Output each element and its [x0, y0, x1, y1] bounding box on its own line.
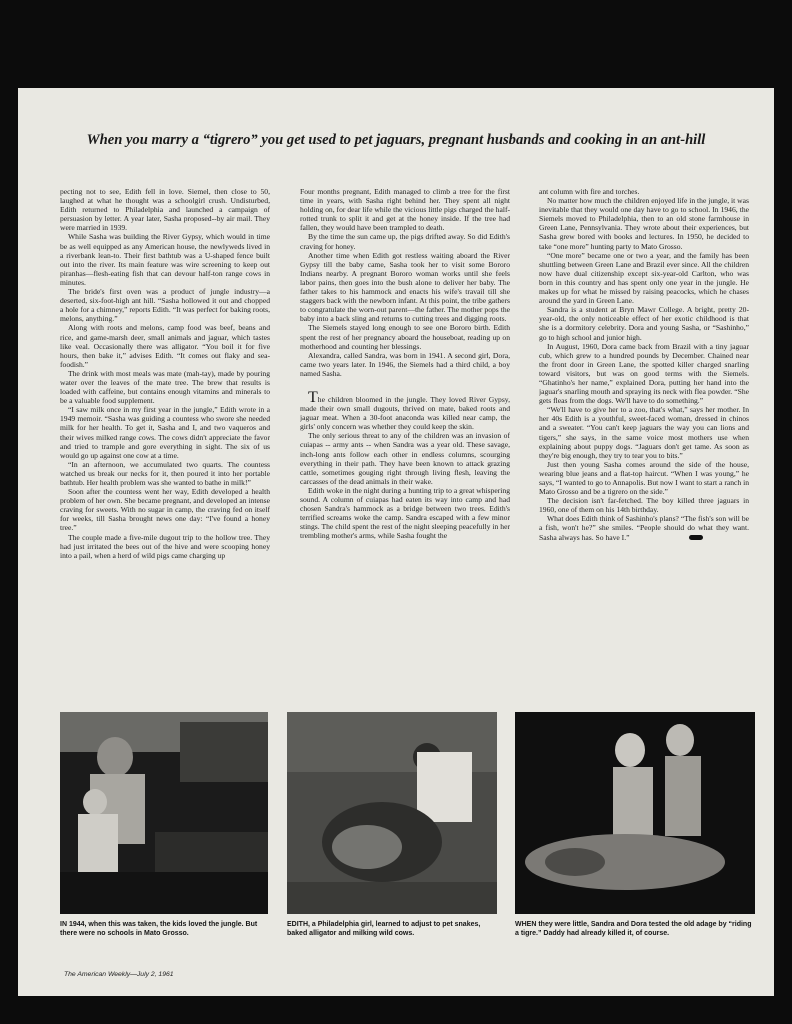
- top-black-band: [0, 0, 792, 92]
- paragraph: “We'll have to give her to a zoo, that's what,” says her mother. In her 40s Edith is a youthful, sweet-faced woman, dressed in chinos and a sweater. “You can't keep jaguars the way you can lions and tigers,” she says, in the same voice most mothers use when explaining about puppy dogs. “Jaguars don't get tame. As soon as they're big enough, they try to tear you to bits.”: [539, 405, 749, 460]
- paragraph: ant column with fire and torches.: [539, 187, 640, 196]
- paragraph: The Siemels stayed long enough to see one Bororo birth. Edith spent the rest of her pregnancy aboard the houseboat, reading up on motherhood and counting her blessings.: [300, 323, 510, 351]
- paragraph: The children bloomed in the jungle. They loved River Gypsy, made their own small dugouts, thrived on mate, baked roots and jaguar meat. When a 30-foot anaconda was killed near camp, the girls' only concern was whether they could keep the skin.: [300, 388, 510, 432]
- article-column-1: [60, 187, 270, 772]
- paragraph: “In an afternoon, we accumulated two quarts. The countess watched us break our necks for it, then poured it into her portable bathtub. Her health problem was she wanted to bathe in milk!”: [60, 459, 270, 487]
- paragraph: Edith woke in the night during a hunting trip to a great whispering sound. A column of cuiapas had eaten its way into camp and had chosen Sandra's hammock as a bridge between two trees. Edith's terrified screams woke the camp. Sandra escaped with a few minor stings. The child spent the rest of the night sleeping peacefully in her trembling mother's arms, while Sasha fought the: [300, 485, 510, 541]
- paragraph: Another time when Edith got restless waiting aboard the River Gypsy till the baby came, Sasha took her to visit some Bororo Indians nearby. A pregnant Bororo woman works until she feels labor pains, then goes into the bush alone to deliver her baby. The father takes to his hammock and enacts his wife's travail till she staggers back with the newborn infant. At this point, the tribe gathers to congratulate the worn-out parent—the father. The mother pops the baby into a back sling and returns to cutting trees and digging roots.: [300, 250, 510, 324]
- article-column-2: [300, 187, 510, 772]
- paragraph: Four months pregnant, Edith managed to climb a tree for the first time in years, with Sasha right behind her. They spent all night holding on, for dear life while the vicious little pigs charged the half-rotted trunk to split it and get at the honey inside. If the tree had fallen, they would have been trampled to death.: [300, 187, 510, 233]
- paragraph: Along with roots and melons, camp food was beef, beans and rice, and game-marsh deer, small animals and jaguar, which tastes like veal. Occasionally there was alligator. “You boil it for five hours, then bake it,” advises Edith. “It comes out flaky and sea-foodish.”: [60, 323, 270, 369]
- photo-caption-1: IN 1944, when this was taken, the kids loved the jungle. But there were no schools in Mato Grosso.: [60, 921, 258, 937]
- paragraph: The bride's first oven was a product of jungle industry—a deserted, six-foot-high ant hill. “Sasha hollowed it out and chopped a hole for a chimney,” reports Edith. “It was perfect for baking roots, melons, anything.”: [60, 287, 270, 324]
- paragraph: The couple made a five-mile dugout trip to the hollow tree. They had just irritated the bees out of the hive and were scooping honey into a pail, when a herd of wild pigs came charging up: [60, 532, 270, 560]
- page-footer: The American Weekly—July 2, 1961: [64, 971, 174, 978]
- photo-edith-jaguar: [287, 712, 497, 914]
- article-column-3: [539, 187, 749, 772]
- paragraph: Just then young Sasha comes around the side of the house, wearing blue jeans and a flat-top haircut. “When I was young,” he says, “I wanted to go to Annapolis. But now I want to start a ranch in Mato Grosso and be a tigrero on the side.”: [539, 459, 749, 497]
- paragraph: The decision isn't far-fetched. The boy killed three jaguars in 1960, one of them on his 14th birthday.: [539, 496, 749, 515]
- photo-caption-3: WHEN they were little, Sandra and Dora tested the old adage by “riding a tigre.” Daddy had already killed it, of course.: [515, 921, 752, 937]
- paragraph: The drink with most meals was mate (mah-tay), made by pouring water over the leaves of the mate tree. The brew that results is loaded with caffeine, but contains enough vitamins and minerals to be a valuable food supplement.: [60, 368, 270, 406]
- drop-cap: T: [308, 388, 318, 406]
- photo-caption-2: EDITH, a Philadelphia girl, learned to adjust to pet snakes, baked alligator and milking wild cows.: [287, 921, 481, 937]
- paragraph: “One more” became one or two a year, and the family has been shuttling between Green Lane and Brazil ever since. All the children now have dual citizenship except six-year-old Carlton, who was born in this country and has spent only one year in the jungle. He makes up for what he missed by raising peacocks, which he chases around the yard in Green Lane.: [539, 250, 749, 306]
- paragraph: By the time the sun came up, the pigs drifted away. So did Edith's craving for honey.: [300, 232, 510, 251]
- paragraph: No matter how much the children enjoyed life in the jungle, it was inevitable that they would one day have to go to school. In 1946, the Siemels moved to Philadelphia, then to an old stone farmhouse in Green Lane, Pennsylvania. They wrote about their experiences, but Sasha grew bored with books and lectures. In 1950, he decided to take “one more” hunting party to Mato Grosso.: [539, 196, 749, 251]
- paragraph: In August, 1960, Dora came back from Brazil with a tiny jaguar cub, which grew to a hundred pounds by December. Chained near the front door in Green Lane, the spotted killer charged snarling toward visitors, but was on good terms with the Siemels. “Ghatinho's her name,” explained Dora, putting her hand into the jaguar's snarling mouth and spraying its neck with flea powder. “She gets fleas from the dogs. We'll have to do something.”: [539, 341, 749, 406]
- end-mark-icon: [689, 535, 703, 540]
- photo-riding-tigre: [515, 712, 755, 914]
- paragraph: “I saw milk once in my first year in the jungle,” Edith wrote in a 1949 memoir. “Sasha was guiding a countess who swore she needed milk for her health. To get it, Sasha and I, and two vaqueros and their wives milked range cows. The cows didn't appreciate the favor and tried to trample and gore everything in sight. The six of us would go up against one cow at a time.: [60, 405, 270, 460]
- photo-kids-1944: [60, 712, 268, 914]
- magazine-page: [18, 88, 774, 996]
- paragraph: Sandra is a student at Bryn Mawr College. A bright, pretty 20-year-old, the only noticeable effect of her exotic childhood is that she is a dormitory celebrity. Dora and young Sasha, or “Sashinho,” go to high school and junior high.: [539, 305, 749, 342]
- paragraph: What does Edith think of Sashinho's plans? “The fish's son will be a fish, won't he?” she smiles. “People should do what they want. Sasha always has. So have I.”: [539, 514, 749, 542]
- paragraph: The only serious threat to any of the children was an invasion of cuiapas -- army ants -- when Sandra was a year old. These savage, inch-long ants follow each other in endless columns, scourging everything in their path. They have been known to attack grazing cattle, sometimes gouging right through living flesh, leaving the carcasses of the dead animals in their wake.: [300, 431, 510, 486]
- paragraph: Soon after the countess went her way, Edith developed a health problem of her own. She became pregnant, and developed an intense craving for sweets. With no sugar in camp, the craving fed on itself for weeks, till Sasha brought news one day: “I've found a honey tree.”: [60, 487, 270, 533]
- paragraph: While Sasha was building the River Gypsy, which would in time be as well equipped as any American house, the newlyweds lived in a riverbank lean-to. Their first bathtub was a U-shaped fence built out into the river. Its main feature was wire screening to keep out piranhas—flesh-eating fish that can devour half-ton range cows in minutes.: [60, 232, 270, 287]
- headline: When you marry a “tigrero” you get used to pet jaguars, pregnant husbands and cooking in an ant-hill: [86, 132, 706, 148]
- paragraph: pecting not to see, Edith fell in love. Siemel, then close to 50, laughed at what he thought was a schoolgirl crush. Undisturbed, Edith returned to Philadelphia and launched a campaign of persuasion by letter. A year later, Sasha proposed--by air mail. They were married in 1939.: [60, 187, 270, 233]
- paragraph: Alexandra, called Sandra, was born in 1941. A second girl, Dora, came two years later. In 1946, the Siemels had a third child, a boy named Sasha.: [300, 350, 510, 378]
